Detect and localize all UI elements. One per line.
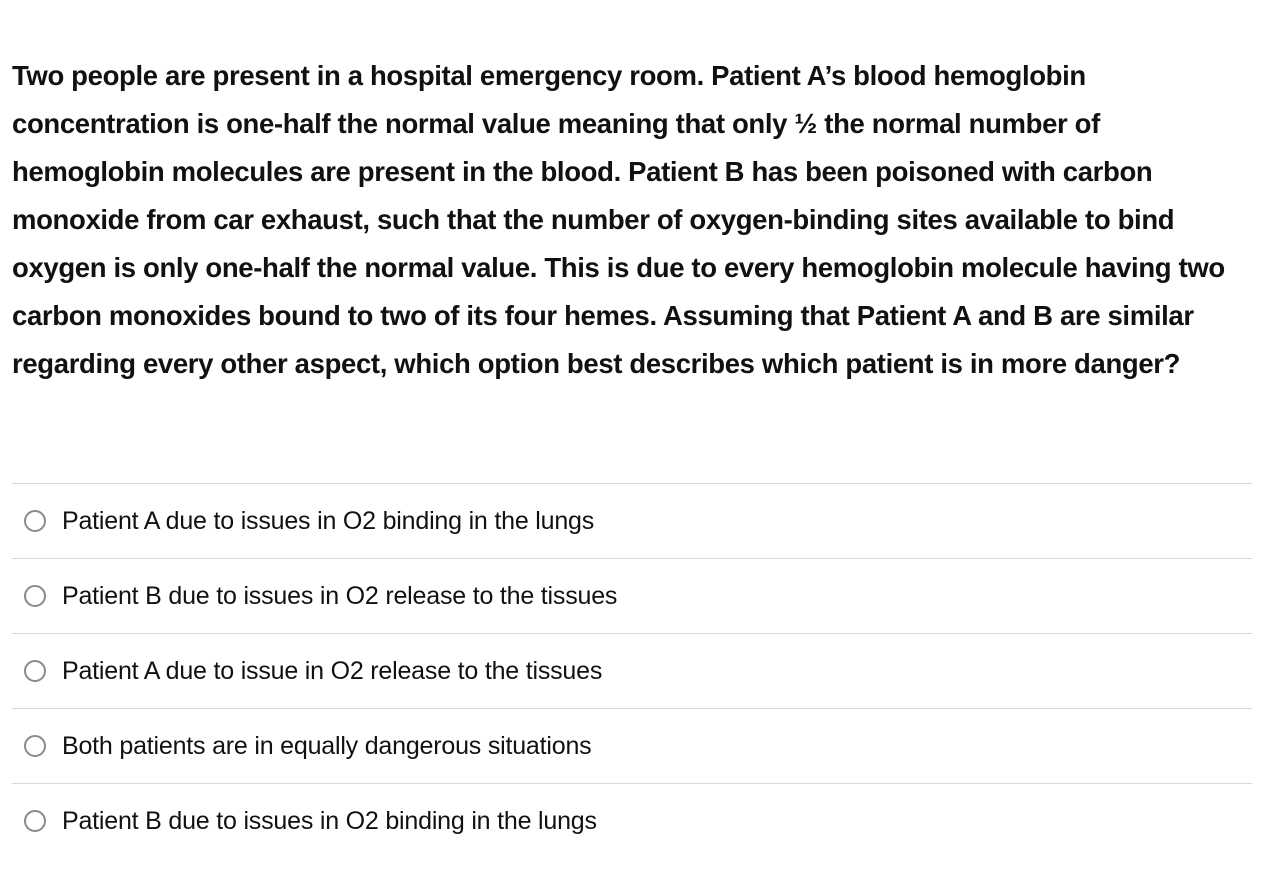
answer-option-4[interactable]: [12, 708, 1252, 783]
radio-button[interactable]: [24, 585, 46, 607]
answer-label: Patient B due to issues in O2 release to the tissues: [62, 581, 618, 610]
radio-button[interactable]: [24, 810, 46, 832]
question-container: [12, 52, 1252, 388]
answer-option-2[interactable]: [12, 558, 1252, 633]
answer-label: Patient B due to issues in O2 binding in the lungs: [62, 806, 597, 835]
answer-option-3[interactable]: [12, 633, 1252, 708]
answer-label: Patient A due to issue in O2 release to the tissues: [62, 656, 603, 685]
answer-option-5[interactable]: [12, 783, 1252, 858]
radio-button[interactable]: [24, 735, 46, 757]
answer-option-1[interactable]: [12, 483, 1252, 558]
radio-button[interactable]: [24, 660, 46, 682]
answer-label: Patient A due to issues in O2 binding in the lungs: [62, 506, 595, 535]
answer-list: [12, 483, 1252, 858]
radio-button[interactable]: [24, 510, 46, 532]
answer-label: Both patients are in equally dangerous situations: [62, 731, 592, 760]
question-text: Two people are present in a hospital emergency room. Patient A’s blood hemoglobin concentration is one-half the normal value meaning that only ½ the normal number of hemoglobin molecules are present in the blood. Patient B has been poisoned with carbon monoxide from car exhaust, such that the number of oxygen-binding sites available to bind oxygen is only one-half the normal value. This is due to every hemoglobin molecule having two carbon monoxides bound to two of its four hemes. Assuming that Patient A and B are similar regarding every other aspect, which option best describes which patient is in more danger?: [12, 60, 1225, 379]
